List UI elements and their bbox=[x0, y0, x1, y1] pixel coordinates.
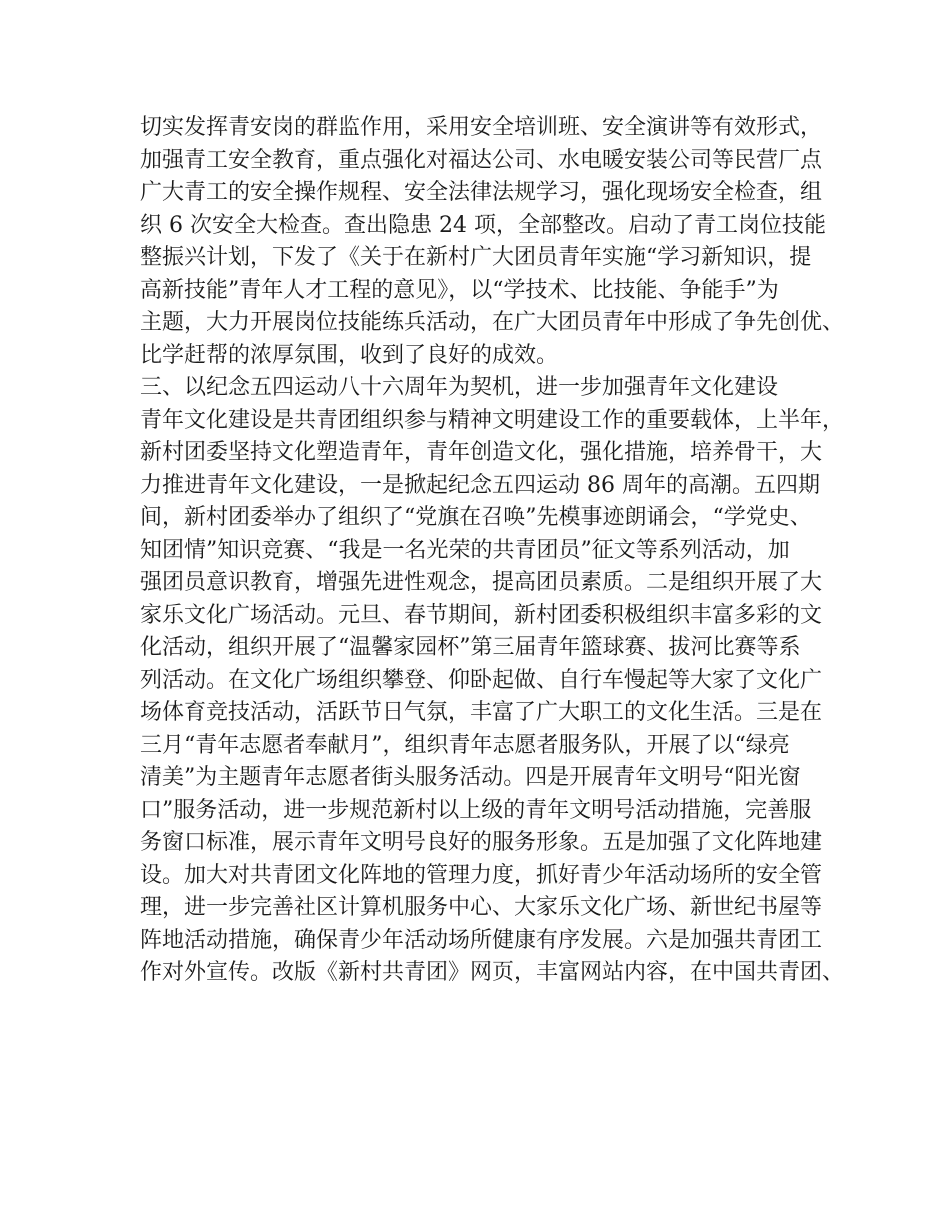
text-line: 广大青工的安全操作规程、安全法律法规学习，强化现场安全检查，组 bbox=[140, 180, 823, 205]
text-line: 口”服务活动，进一步规范新村以上级的青年文明号活动措施，完善服 bbox=[140, 797, 812, 823]
text-line: 比学赶帮的浓厚氛围，收到了良好的成效。 bbox=[140, 342, 559, 368]
text-line: 强团员意识教育，增强先进性观念，提高团员素质。二是组织开展了大 bbox=[140, 570, 823, 595]
text-line: 清美”为主题青年志愿者街头服务活动。四是开展青年文明号“阳光窗 bbox=[140, 765, 801, 790]
text-line: 加强青工安全教育，重点强化对福达公司、水电暖安装公司等民营厂点 bbox=[140, 147, 823, 173]
text-line: 主题，大力开展岗位技能练兵活动，在广大团员青年中形成了争先创优、 bbox=[140, 310, 845, 335]
text-line: 场体育竞技活动，活跃节日气氛，丰富了广大职工的文化生活。三是在 bbox=[140, 700, 823, 725]
text-line: 家乐文化广场活动。元旦、春节期间，新村团委积极组织丰富多彩的文 bbox=[140, 602, 823, 628]
section-heading: 三、以纪念五四运动八十六周年为契机，进一步加强青年文化建设 bbox=[140, 375, 779, 400]
text-line: 阵地活动措施，确保青少年活动场所健康有序发展。六是加强共青团工 bbox=[140, 927, 823, 953]
text-line: 织 6 次安全大检查。查出隐患 24 项，全部整改。启动了青工岗位技能 bbox=[140, 212, 826, 238]
text-line: 青年文化建设是共青团组织参与精神文明建设工作的重要载体，上半年， bbox=[140, 407, 845, 433]
text-line: 力推进青年文化建设，一是掀起纪念五四运动 86 周年的高潮。五四期 bbox=[140, 472, 820, 498]
text-line: 理，进一步完善社区计算机服务中心、大家乐文化广场、新世纪书屋等 bbox=[140, 895, 823, 920]
text-line: 列活动。在文化广场组织攀登、仰卧起做、自行车慢起等大家了文化广 bbox=[140, 667, 823, 693]
text-line: 切实发挥青安岗的群监作用，采用安全培训班、安全演讲等有效形式， bbox=[140, 115, 823, 140]
document-body bbox=[140, 112, 845, 990]
text-line: 整振兴计划，下发了《关于在新村广大团员青年实施“学习新知识，提 bbox=[140, 245, 812, 270]
text-line: 新村团委坚持文化塑造青年，青年创造文化，强化措施，培养骨干，大 bbox=[140, 440, 823, 465]
text-line: 务窗口标准，展示青年文明号良好的服务形象。五是加强了文化阵地建 bbox=[140, 830, 823, 855]
text-line: 作对外宣传。改版《新村共青团》网页，丰富网站内容，在中国共青团、 bbox=[140, 960, 845, 985]
text-line: 设。加大对共青团文化阵地的管理力度，抓好青少年活动场所的安全管 bbox=[140, 862, 823, 888]
text-line: 三月“青年志愿者奉献月”，组织青年志愿者服务队，开展了以“绿亮 bbox=[140, 732, 790, 758]
text-line: 高新技能”青年人才工程的意见》，以“学技术、比技能、争能手”为 bbox=[140, 277, 779, 303]
text-line: 间，新村团委举办了组织了“党旗在召唤”先模事迹朗诵会，“学党史、 bbox=[140, 505, 812, 530]
text-line: 知团情”知识竞赛、“我是一名光荣的共青团员”征文等系列活动，加 bbox=[140, 537, 790, 563]
text-line: 化活动，组织开展了“温馨家园杯”第三届青年篮球赛、拔河比赛等系 bbox=[140, 635, 801, 660]
